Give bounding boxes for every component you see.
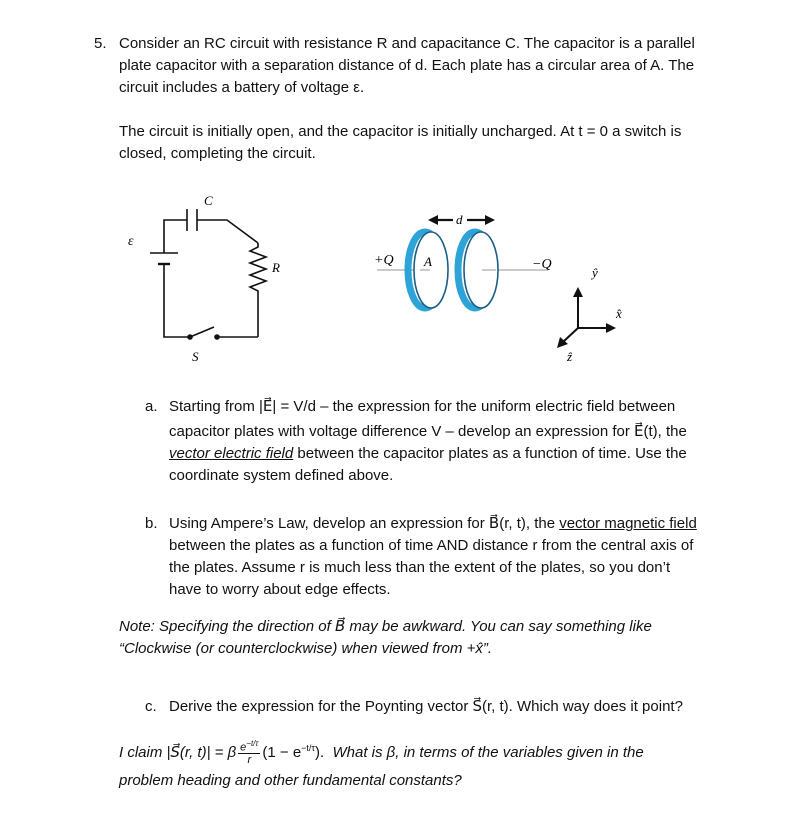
part-b-letter: b. <box>145 515 158 532</box>
claim-frac-num-base: e <box>240 741 247 754</box>
vector-magnetic-field-link: vector magnetic field <box>559 515 697 532</box>
note-line-1: Note: Specifying the direction of B⃗ may be awkward. You can say something like <box>119 618 652 635</box>
part-a-line-3-rest: between the capacitor plates as a function of time. Use the <box>293 445 687 462</box>
claim-paren <box>262 743 324 761</box>
claim-line-2: problem heading and other fundamental constants? <box>119 772 462 789</box>
claim-fraction <box>238 738 260 767</box>
part-b-line-4: have to worry about edge effects. <box>169 581 391 598</box>
part-a-line-3 <box>169 443 687 465</box>
part-c-letter: c. <box>145 698 157 715</box>
part-a-letter: a. <box>145 398 158 415</box>
capacitor-label: C <box>204 193 213 208</box>
problem-number: 5. <box>94 35 107 52</box>
part-a-line-2: capacitor plates with voltage difference V – develop an expression for E⃗(t), the <box>169 423 687 440</box>
intro-line-1: Consider an RC circuit with resistance R and capacitance C. The capacitor is a parallel <box>119 35 695 52</box>
part-c-line-1: Derive the expression for the Poynting vector S⃗(r, t). Which way does it point? <box>169 698 683 715</box>
x-axis-label: x̂ <box>616 306 622 321</box>
area-label: A <box>424 254 432 269</box>
resistor <box>250 243 266 337</box>
intro-line-3: circuit includes a battery of voltage ε. <box>119 79 365 96</box>
claim-fraction-denominator: r <box>247 754 252 767</box>
resistor-label: R <box>272 260 280 275</box>
capacitor-plates <box>377 211 548 308</box>
claim-paren-close: ). <box>314 744 325 761</box>
claim-frac-num-exp: −t/τ <box>246 738 259 748</box>
top-left-wire <box>164 220 187 253</box>
y-axis-label: ŷ <box>592 265 598 280</box>
part-b-line-2: between the plates as a function of time AND distance r from the central axis of <box>169 537 694 554</box>
setup-line-2: closed, completing the circuit. <box>119 145 316 162</box>
vector-electric-field-link: vector electric field <box>169 445 294 462</box>
pos-charge-label: +Q <box>374 253 394 268</box>
neg-charge-label: −Q <box>532 257 552 272</box>
setup-line-1: The circuit is initially open, and the capacitor is initially uncharged. At t = 0 a switch is <box>119 123 682 140</box>
emf-label: ε <box>128 234 134 249</box>
figure <box>0 185 792 370</box>
left-wire <box>164 264 188 337</box>
claim-line-1 <box>119 732 644 772</box>
z-axis-label: ẑ <box>567 349 573 364</box>
claim-paren-exp: −t/τ <box>301 743 315 753</box>
claim-post: What is β, in terms of the variables given in the <box>324 743 644 761</box>
separation-label: d <box>456 212 463 227</box>
switch-label: S <box>192 349 199 364</box>
top-right-wire <box>197 220 258 243</box>
part-b-line-1-pre: Using Ampere’s Law, develop an expression for B⃗(r, t), the <box>169 515 560 532</box>
part-a-line-1: Starting from |E⃗| = V/d – the expression for the uniform electric field between <box>169 398 676 415</box>
claim-fraction-numerator <box>238 738 260 755</box>
rc-circuit <box>150 209 266 339</box>
z-axis <box>563 328 578 342</box>
coordinate-axes <box>557 287 616 348</box>
claim-pre: I claim |S⃗(r, t)| = β <box>119 744 237 761</box>
left-plate-face <box>414 232 448 308</box>
part-b-line-3: the plates. Assume r is much less than the extent of the plates, so you don’t <box>169 559 671 576</box>
note-line-2: “Clockwise (or counterclockwise) when viewed from +x̂”. <box>119 640 493 657</box>
claim-paren-base: (1 − e <box>262 744 302 761</box>
intro-line-2: plate capacitor with a separation distance of d. Each plate has a circular area of A. The <box>119 57 695 74</box>
switch-blade <box>190 327 214 337</box>
part-b-line-1 <box>169 513 697 535</box>
part-a-line-4: coordinate system defined above. <box>169 467 394 484</box>
